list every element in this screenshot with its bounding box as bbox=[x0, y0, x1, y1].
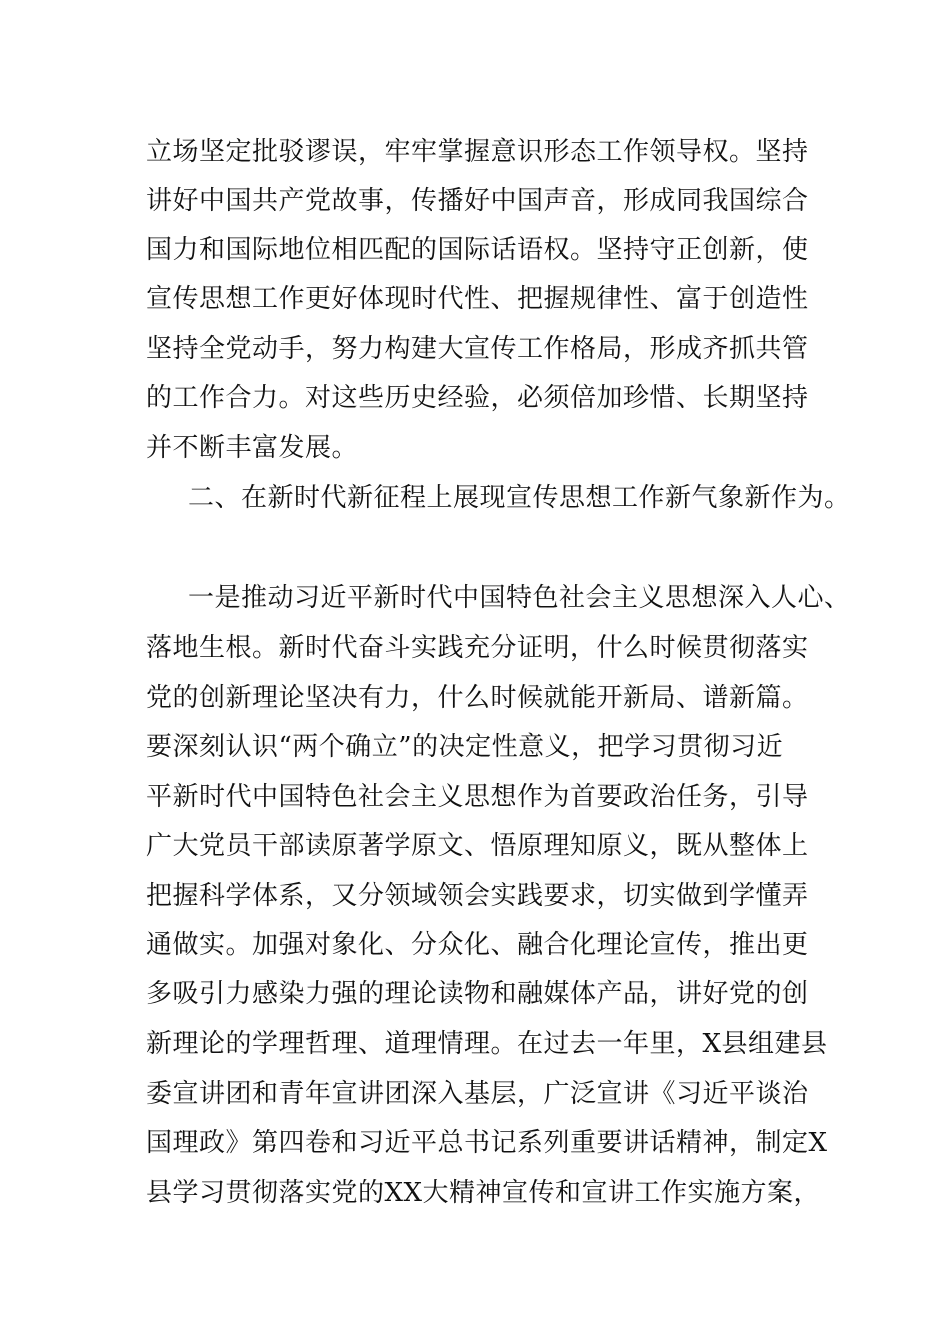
paragraph-2-line-3: 党的创新理论坚决有力，什么时候就能开新局、谱新篇。 bbox=[146, 683, 809, 713]
paragraph-2-line-2: 落地生根。新时代奋斗实践充分证明，什么时候贯彻落实 bbox=[146, 633, 809, 663]
paragraph-2-line-12: 国理政》第四卷和习近平总书记系列重要讲话精神，制定X bbox=[146, 1128, 828, 1158]
paragraph-2-line-13: 县学习贯彻落实党的XX大精神宣传和宣讲工作实施方案， bbox=[146, 1178, 821, 1208]
paragraph-1-line-6: 的工作合力。对这些历史经验，必须倍加珍惜、长期坚持 bbox=[146, 383, 809, 413]
paragraph-2-line-11: 委宣讲团和青年宣讲团深入基层，广泛宣讲《习近平谈治 bbox=[146, 1079, 809, 1109]
paragraph-2-line-8: 通做实。加强对象化、分众化、融合化理论宣传，推出更 bbox=[146, 930, 809, 960]
paragraph-2-line-9: 多吸引力感染力强的理论读物和融媒体产品，讲好党的创 bbox=[146, 979, 809, 1009]
paragraph-1-line-4: 宣传思想工作更好体现时代性、把握规律性、富于创造性 bbox=[146, 284, 809, 314]
paragraph-1-line-5: 坚持全党动手，努力构建大宣传工作格局，形成齐抓共管 bbox=[146, 334, 809, 364]
paragraph-2-line-6: 广大党员干部读原著学原文、悟原理知原义，既从整体上 bbox=[146, 831, 809, 861]
paragraph-2-line-7: 把握科学体系，又分领域领会实践要求，切实做到学懂弄 bbox=[146, 881, 809, 911]
paragraph-2-line-5: 平新时代中国特色社会主义思想作为首要政治任务，引导 bbox=[146, 782, 809, 812]
paragraph-2-line-4: 要深刻认识“两个确立”的决定性意义，把学习贯彻习近 bbox=[146, 732, 784, 762]
paragraph-2-line-1: 一是推动习近平新时代中国特色社会主义思想深入人心、 bbox=[188, 583, 851, 613]
paragraph-1-line-7: 并不断丰富发展。 bbox=[146, 433, 359, 463]
section-heading-2: 二、在新时代新征程上展现宣传思想工作新气象新作为。 bbox=[188, 483, 851, 513]
paragraph-2-line-10: 新理论的学理哲理、道理情理。在过去一年里，X县组建县 bbox=[146, 1029, 828, 1059]
paragraph-1-line-3: 国力和国际地位相匹配的国际话语权。坚持守正创新，使 bbox=[146, 235, 809, 265]
paragraph-1-line-1: 立场坚定批驳谬误，牢牢掌握意识形态工作领导权。坚持 bbox=[146, 137, 809, 167]
paragraph-1-line-2: 讲好中国共产党故事，传播好中国声音，形成同我国综合 bbox=[146, 186, 809, 216]
